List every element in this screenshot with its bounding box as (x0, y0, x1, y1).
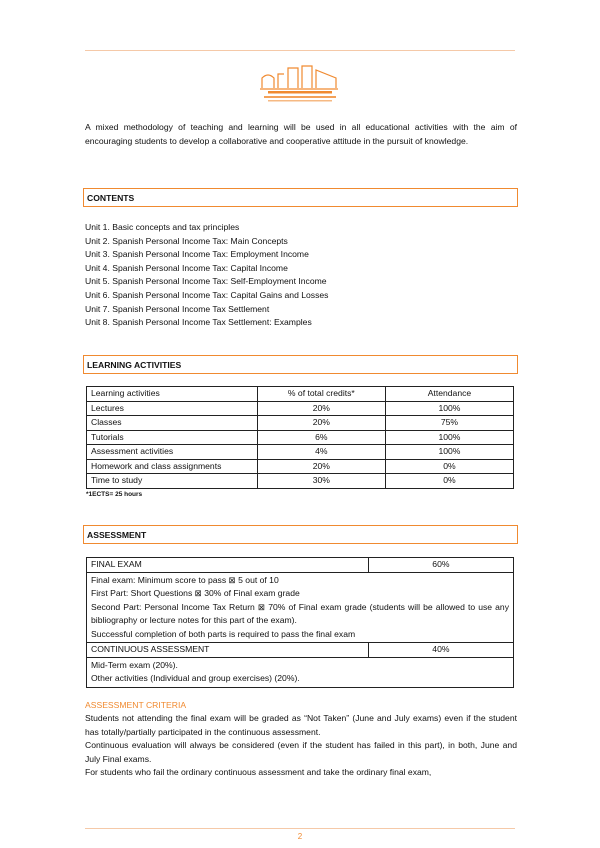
detail-line: Final exam: Minimum score to pass ⊠ 5 out of 10 (91, 574, 279, 585)
final-exam-details (87, 572, 514, 643)
table-cell: 75% (385, 416, 513, 431)
unit-item: Unit 2. Spanish Personal Income Tax: Main Concepts (85, 235, 288, 246)
final-exam-label: FINAL EXAM (87, 558, 369, 573)
assessment-table (86, 557, 514, 688)
header-cell: Learning activities (87, 387, 258, 402)
assessment-criteria (85, 699, 517, 780)
table-cell: Lectures (87, 401, 258, 416)
table-row (87, 445, 514, 460)
table-row (87, 401, 514, 416)
unit-item: Unit 1. Basic concepts and tax principles (85, 222, 240, 232)
detail-line: Mid-Term exam (20%). (91, 659, 178, 670)
learning-activities-table (86, 386, 514, 498)
table-cell: Classes (87, 416, 258, 431)
table-cell: 6% (257, 430, 385, 445)
criteria-paragraph: For students who fail the ordinary continuous assessment and take the ordinary final exam, (85, 767, 432, 777)
unit-item: Unit 8. Spanish Personal Income Tax Settlement: Examples (85, 317, 312, 328)
continuous-label: CONTINUOUS ASSESSMENT (87, 643, 369, 658)
unit-item: Unit 3. Spanish Personal Income Tax: Employment Income (85, 249, 309, 260)
criteria-paragraph: Continuous evaluation will always be considered (even if the student has failed in this part), in both, June and July Final exams. (85, 740, 517, 764)
ects-note: *1ECTS= 25 hours (86, 490, 143, 498)
criteria-paragraph: Students not attending the final exam will be graded as “Not Taken” (June and July exams) even if the student has totally/partially participated in the continuous assessment. (85, 713, 517, 737)
contents-heading: CONTENTS (83, 188, 518, 207)
criteria-heading: ASSESSMENT CRITERIA (85, 700, 187, 710)
table-cell: 100% (385, 445, 513, 460)
table-cell: 0% (385, 459, 513, 474)
contents-list (85, 221, 517, 330)
assessment-heading: ASSESSMENT (83, 525, 518, 544)
table-row (87, 459, 514, 474)
footer-rule (85, 828, 515, 829)
final-exam-pct: 60% (368, 558, 513, 573)
continuous-pct: 40% (368, 643, 513, 658)
detail-line: Successful completion of both parts is required to pass the final exam (91, 628, 356, 639)
detail-line: Other activities (Individual and group exercises) (20%). (91, 673, 300, 683)
header-rule (85, 50, 515, 51)
table-row (87, 430, 514, 445)
table-cell: Tutorials (87, 430, 258, 445)
learning-activities-heading: LEARNING ACTIVITIES (83, 355, 518, 374)
table-cell: 4% (257, 445, 385, 460)
faculty-logo (258, 58, 342, 106)
table-cell: Time to study (87, 474, 258, 489)
header-cell: Attendance (385, 387, 513, 402)
unit-item: Unit 7. Spanish Personal Income Tax Settlement (85, 303, 270, 314)
table-header-row (87, 387, 514, 402)
table-cell: Homework and class assignments (87, 459, 258, 474)
detail-line: First Part: Short Questions ⊠ 30% of Final exam grade (91, 588, 300, 598)
table-cell: 20% (257, 416, 385, 431)
table-cell: 20% (257, 401, 385, 416)
header-cell: % of total credits* (257, 387, 385, 402)
table-cell: 0% (385, 474, 513, 489)
table-row (87, 416, 514, 431)
table-cell: 100% (385, 401, 513, 416)
intro-paragraph: A mixed methodology of teaching and learning will be used in all educational activities with the aim of encouraging students to develop a collaborative and cooperative attitude in the pursuit of knowledge. (85, 122, 517, 146)
unit-item: Unit 4. Spanish Personal Income Tax: Capital Income (85, 262, 288, 273)
page-number: 2 (297, 832, 303, 841)
table-cell: Assessment activities (87, 445, 258, 460)
detail-line: Second Part: Personal Income Tax Return ⊠ 70% of Final exam grade (students will be allowed to use any bibliography or lecture notes for this part of the exam). (91, 601, 509, 625)
table-cell: 100% (385, 430, 513, 445)
table-row (87, 474, 514, 489)
continuous-details (87, 657, 514, 687)
table-cell: 30% (257, 474, 385, 489)
unit-item: Unit 6. Spanish Personal Income Tax: Capital Gains and Losses (85, 289, 329, 300)
table-cell: 20% (257, 459, 385, 474)
unit-item: Unit 5. Spanish Personal Income Tax: Self-Employment Income (85, 276, 327, 287)
